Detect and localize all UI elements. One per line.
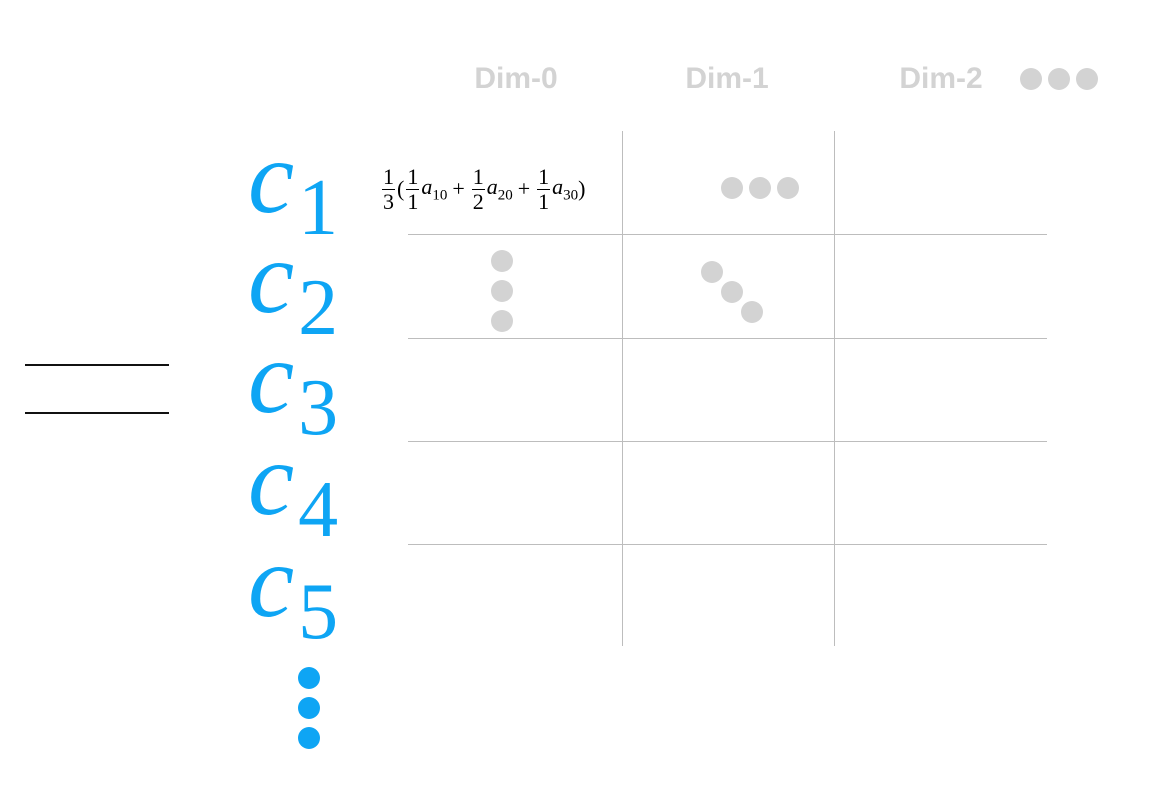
- cell-formula: [380, 150, 586, 228]
- open-paren: (: [397, 176, 405, 201]
- row-label-c5: $c_5$: [248, 524, 339, 656]
- close-paren: ): [578, 176, 586, 201]
- left-bar-top: [25, 364, 169, 366]
- header-dim-2: Dim-2: [899, 62, 983, 95]
- row-label-c3: $c_3$: [248, 320, 339, 452]
- grid-hline-4: [408, 544, 1047, 545]
- term-2-fraction: $\frac{1}{2}$: [472, 163, 484, 214]
- plus-1: +: [452, 176, 465, 201]
- term-3-variable: $a_{30}$: [552, 173, 579, 204]
- term-3-fraction: $\frac{1}{1}$: [538, 163, 550, 214]
- term-1-variable: $a_{10}$: [421, 173, 448, 204]
- left-bar-bottom: [25, 412, 169, 414]
- row-label-c2: $c_2$: [248, 220, 339, 352]
- grid-hline-2: [408, 338, 1047, 339]
- term-2-variable: $a_{20}$: [486, 173, 513, 204]
- header-dim-0: Dim-0: [474, 62, 558, 95]
- grid-vline-2: [834, 131, 835, 646]
- grid-hline-1: [408, 234, 1047, 235]
- grid-vline-1: [622, 131, 623, 646]
- row-label-c4: $c_4$: [248, 422, 339, 554]
- plus-2: +: [517, 176, 531, 201]
- row-label-c1: $c_1$: [248, 120, 339, 252]
- grid-hline-3: [408, 441, 1047, 442]
- term-1-fraction: $\frac{1}{1}$: [407, 163, 419, 214]
- outer-fraction: $\frac{1}{3}$: [383, 163, 394, 214]
- header-dim-1: Dim-1: [685, 62, 769, 95]
